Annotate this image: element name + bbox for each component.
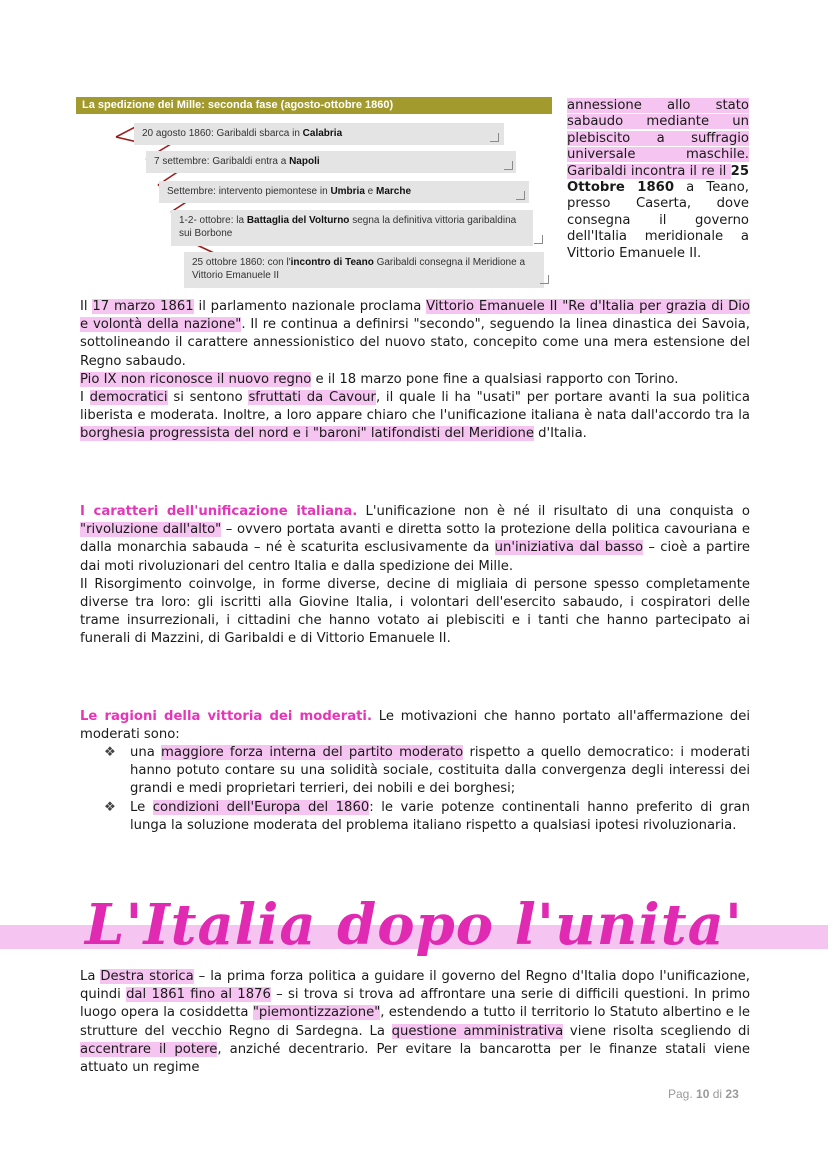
timeline-event: Settembre: intervento piemontese in Umbria e Marche [159, 181, 529, 203]
timeline-event: 7 settembre: Garibaldi entra a Napoli [146, 151, 516, 173]
timeline-corner [504, 161, 513, 170]
timeline-event: 1-2- ottobre: la Battaglia del Volturno segna la definitiva vittoria garibaldina sui Borbone [171, 210, 533, 246]
paragraph-destra-storica: La Destra storica – la prima forza politica a guidare il governo del Regno d'Italia dopo l'unificazione, quindi dal 1861 fino al 1876 – si trova si trova ad affrontare una serie di difficili questioni. In primo luogo opera la cosiddetta "piemontizzazione", estendendo a tutto il territorio lo Statuto albertino e le strutture del vecchio Regno di Sardegna. La questione amministrativa viene risolta scegliendo di accentrare il potere, anziché decentrario. Per evitare la bancarotta per le finanze statali viene attuato un regime [80, 969, 751, 1076]
paragraph-moderates-victory: Le ragioni della vittoria dei moderati. Le motivazioni che hanno portato all'affermazione dei moderati sono: [80, 709, 751, 743]
timeline-event: 20 agosto 1860: Garibaldi sbarca in Calabria [134, 123, 504, 145]
timeline [76, 97, 554, 293]
section-heading: I caratteri dell'unificazione italiana. [80, 504, 358, 519]
timeline-corner [490, 133, 499, 142]
timeline-event: 25 ottobre 1860: con l'incontro di Teano Garibaldi consegna il Meridione a Vittorio Emanuele II [184, 252, 544, 288]
timeline-title-bar [76, 97, 552, 114]
page-number: Pag. 10 di 23 [668, 1087, 739, 1101]
reasons-list [104, 744, 750, 835]
diamond-bullet-icon: ❖ [104, 799, 116, 815]
paragraph-proclamation: Il 17 marzo 1861 il parlamento nazionale proclama Vittorio Emanuele II "Re d'Italia per grazia di Dio e volontà della nazione". Il re continua a definirsi "secondo", seguendo la linea dinastica dei Savoia, sottolineando il carattere annessionistico del nuovo stato, concepito come una mera estensione del Regno sabaudo. Pio IX non riconosce il nuovo regno e il 18 marzo pone fine a qualsiasi rapporto con Torino. I democratici si sentono sfruttati da Cavour, il quale li ha "usati" per portare avanti la sua politica liberista e moderata. Inoltre, a loro appare chiaro che l'unificazione italiana è nata dall'accordo tra la borghesia progressista del nord e i "baroni" latifondisti del Meridione d'Italia. [80, 299, 750, 442]
list-item: ❖ una maggiore forza interna del partito moderato rispetto a quello democratico: i moderati hanno potuto contare su una solidità sociale, costituita dalla convergenza degli interessi dei grandi e medi proprietari terrieri, dei nobili e dei borghesi; [104, 745, 750, 797]
banner-title: L'Italia dopo l'unita' [84, 892, 744, 958]
timeline-corner [540, 275, 549, 284]
section-heading: Le ragioni della vittoria dei moderati. [80, 709, 372, 724]
paragraph-unification-features: I caratteri dell'unificazione italiana. L'unificazione non è né il risultato di una conquista o "rivoluzione dall'alto" – ovvero portata avanti e diretta sotto la protezione della politica cavouriana e dalla monarchia sabauda – né è scaturita esclusivamente da un'iniziativa dal basso – cioè a partire dai moti rivoluzionari del centro Italia e dalla spedizione dei Mille. Il Risorgimento coinvolge, in forme diverse, decine di migliaia di persone spesso completamente diverse tra loro: gli iscritti alla Giovine Italia, i volontari dell'esercito sabaudo, i cospiratori delle trame insurrezionali, i cittadini che hanno votato ai plebisciti e i tanti che hanno partecipato ai funerali di Mazzini, di Garibaldi e di Vittorio Emanuele II. [80, 504, 750, 647]
list-item: ❖ Le condizioni dell'Europa del 1860: le varie potenze continentali hanno preferito di gran lunga la soluzione moderata del problema italiano rispetto a qualsiasi ipotesi rivoluzionaria. [104, 799, 750, 833]
timeline-title: La spedizione dei Mille: seconda fase (agosto-ottobre 1860) [82, 99, 394, 111]
timeline-corner [534, 235, 543, 244]
diamond-bullet-icon: ❖ [104, 745, 116, 760]
timeline-corner [516, 191, 525, 200]
side-paragraph: annessione allo stato sabaudo mediante un plebiscito a suffragio universale maschile. Garibaldi incontra il re il 25 Ottobre 1860 a Teano, presso Caserta, dove consegna il governo dell'Italia meridionale a Vittorio Emanuele II. [567, 98, 750, 261]
